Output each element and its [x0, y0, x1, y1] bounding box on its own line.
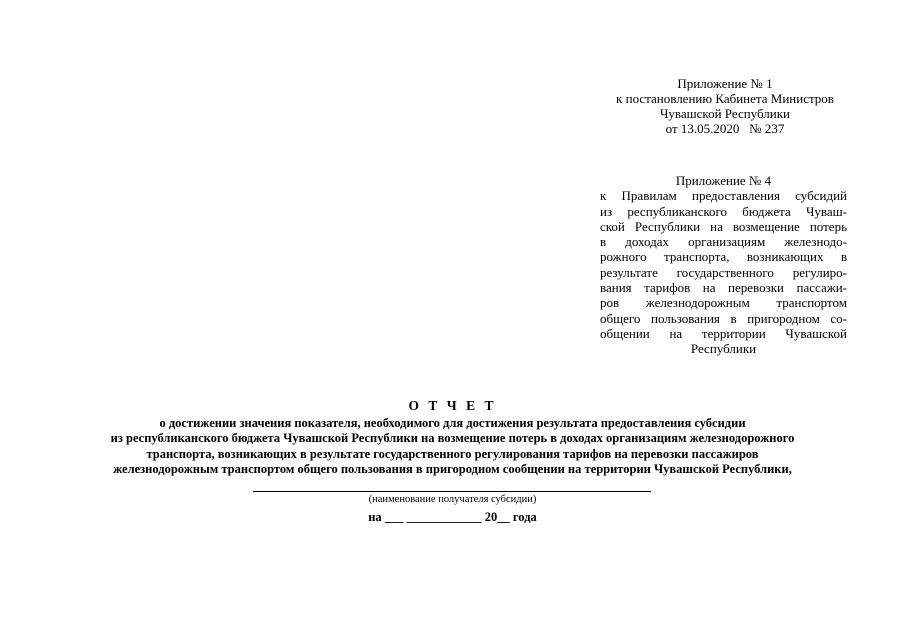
recipient-caption: (наименование получателя субсидии)	[368, 494, 537, 505]
report-period-line: на ___ ____________ 20__ года	[368, 510, 537, 524]
appendix-1-title: Приложение № 1	[677, 76, 773, 91]
appendix-4-line: к Правилам предоставления субсидий	[600, 188, 847, 204]
report-subtitle-line: из республиканского бюджета Чувашской Республики на возмещение потерь в доходах организациям железнодорожного	[110, 431, 795, 445]
appendix-1-line: Чувашской Республики	[659, 106, 791, 121]
appendix-4-line: результате государственного регулиро-	[600, 264, 847, 280]
appendix-4-line: из республиканского бюджета Чуваш-	[600, 203, 847, 219]
report-subtitle-line: о достижении значения показателя, необходимого для достижения результата предоставления субсидии	[159, 415, 746, 430]
appendix-4-line: в доходах организациям железнодо-	[600, 234, 847, 250]
report-heading	[0, 398, 905, 478]
report-title: О Т Ч Е Т	[408, 398, 497, 413]
appendix-4-block	[600, 173, 847, 357]
report-subtitle-line: транспорта, возникающих в результате государственного регулирования тарифов на перевозки пассажиров	[146, 446, 759, 461]
appendix-1-date-line: от 13.05.2020 № 237	[665, 121, 785, 136]
appendix-4-line: ров железнодорожным транспортом	[600, 295, 847, 311]
appendix-4-line: вания тарифов на перевозки пассажи-	[600, 280, 847, 296]
appendix-4-line: общении на территории Чувашской	[600, 325, 847, 341]
appendix-1-block	[590, 76, 860, 136]
recipient-name-blank-line	[253, 491, 651, 492]
appendix-4-title: Приложение № 4	[675, 173, 772, 188]
appendix-4-line: общего пользования в пригородном со-	[600, 310, 847, 326]
report-subtitle-line: железнодорожным транспортом общего пользования в пригородном сообщении на территории Чувашской Республики,	[113, 462, 792, 476]
appendix-1-line: к постановлению Кабинета Министров	[616, 91, 834, 106]
appendix-4-line: рожного транспорта, возникающих в	[600, 249, 847, 265]
appendix-4-last-line: Республики	[690, 341, 757, 357]
appendix-4-line: ской Республики на возмещение потерь	[600, 218, 847, 234]
